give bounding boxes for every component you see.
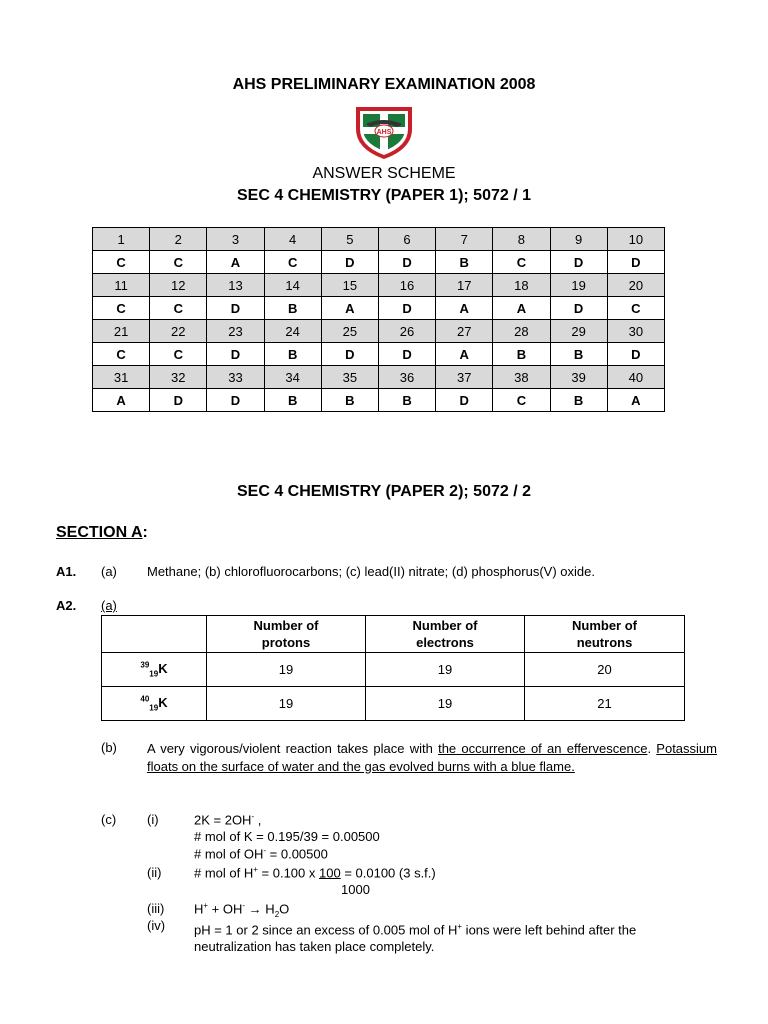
- exam-title: AHS PRELIMINARY EXAMINATION 2008: [232, 76, 536, 93]
- mcq-question-number: 28: [493, 320, 550, 343]
- header-neutrons: Number of neutrons: [525, 616, 685, 653]
- c-iv-answer: pH = 1 or 2 since an excess of 0.005 mol of H+ ions were left behind after the neutralization has taken place completely.: [194, 922, 637, 955]
- mcq-question-number: 31: [93, 366, 150, 389]
- school-crest-logo: [352, 103, 416, 161]
- mcq-answer: D: [436, 389, 493, 412]
- mcq-answer: C: [493, 251, 550, 274]
- mcq-question-number: 6: [378, 228, 435, 251]
- isotope-k40-label: $^{40}_{19}$K: [102, 687, 207, 721]
- mcq-question-number: 24: [264, 320, 321, 343]
- k40-neutrons: 21: [525, 687, 685, 721]
- mcq-question-number: 11: [93, 274, 150, 297]
- mcq-question-number: 10: [607, 228, 664, 251]
- c-ii-line: # mol of H+ = 0.100 x 100 = 0.0100 (3 s.f.): [194, 865, 436, 881]
- mcq-question-number: 20: [607, 274, 664, 297]
- mcq-answer: A: [607, 389, 664, 412]
- question-a1-label: A1.: [56, 564, 77, 579]
- mcq-answer-row: [93, 251, 665, 274]
- mcq-number-row: [93, 366, 665, 389]
- mcq-answer: B: [264, 343, 321, 366]
- a2-part-c: (c): [101, 812, 117, 827]
- a1-part-a: (a): [101, 564, 117, 579]
- mcq-question-number: 34: [264, 366, 321, 389]
- mcq-answer: D: [607, 251, 664, 274]
- c-iii-label: (iii): [147, 901, 165, 916]
- mcq-answer: C: [264, 251, 321, 274]
- mcq-question-number: 14: [264, 274, 321, 297]
- mcq-answer: A: [321, 297, 378, 320]
- mcq-question-number: 21: [93, 320, 150, 343]
- k40-electrons: 19: [366, 687, 525, 721]
- isotope-k39-label: $^{39}_{19}$K: [102, 653, 207, 687]
- mcq-answer: C: [93, 251, 150, 274]
- mcq-answer: D: [207, 389, 264, 412]
- mcq-question-number: 19: [550, 274, 607, 297]
- mcq-answer: A: [207, 251, 264, 274]
- header-protons: Number of protons: [207, 616, 366, 653]
- mcq-answer: D: [550, 251, 607, 274]
- c-ii-label: (ii): [147, 865, 162, 880]
- c-iii-equation: $H^+ + OH^- \to H_2O$: [194, 901, 290, 919]
- mcq-answer: B: [264, 297, 321, 320]
- mcq-answer: C: [150, 297, 207, 320]
- mcq-question-number: 36: [378, 366, 435, 389]
- mcq-question-number: 8: [493, 228, 550, 251]
- c-i-line3: # mol of OH- = 0.00500: [194, 846, 328, 862]
- a2-part-a: (a): [101, 598, 117, 613]
- mcq-answer: C: [93, 297, 150, 320]
- section-a-heading: SECTION A:: [56, 524, 148, 541]
- mcq-answer: C: [150, 343, 207, 366]
- mcq-answer: A: [493, 297, 550, 320]
- mcq-question-number: 2: [150, 228, 207, 251]
- mcq-answer: C: [150, 251, 207, 274]
- header-electrons: Number of electrons: [366, 616, 525, 653]
- mcq-question-number: 30: [607, 320, 664, 343]
- mcq-answer: A: [93, 389, 150, 412]
- mcq-question-number: 13: [207, 274, 264, 297]
- mcq-question-number: 5: [321, 228, 378, 251]
- mcq-answer-row: [93, 297, 665, 320]
- mcq-question-number: 40: [607, 366, 664, 389]
- mcq-number-row: [93, 228, 665, 251]
- isotope-header-blank: [102, 616, 207, 653]
- a2-b-answer: A very vigorous/violent reaction takes place with the occurrence of an effervescence. Potassium floats on the surface of water and the gas evolved burns with a blue flame.: [147, 741, 717, 774]
- mcq-question-number: 15: [321, 274, 378, 297]
- isotope-table: [101, 615, 685, 721]
- mcq-number-row: [93, 320, 665, 343]
- mcq-answer: C: [493, 389, 550, 412]
- k39-protons: 19: [207, 653, 366, 687]
- mcq-answer: A: [436, 343, 493, 366]
- mcq-question-number: 18: [493, 274, 550, 297]
- mcq-question-number: 35: [321, 366, 378, 389]
- mcq-question-number: 23: [207, 320, 264, 343]
- question-a2-label: A2.: [56, 598, 77, 613]
- k39-neutrons: 20: [525, 653, 685, 687]
- a1-answer-text: Methane; (b) chlorofluorocarbons; (c) lead(II) nitrate; (d) phosphorus(V) oxide.: [147, 564, 595, 579]
- mcq-question-number: 37: [436, 366, 493, 389]
- mcq-answer: D: [150, 389, 207, 412]
- mcq-answer: D: [321, 343, 378, 366]
- mcq-answer: B: [436, 251, 493, 274]
- paper2-title: SEC 4 CHEMISTRY (PAPER 2); 5072 / 2: [236, 483, 531, 500]
- paper1-title: SEC 4 CHEMISTRY (PAPER 1); 5072 / 1: [236, 187, 531, 204]
- mcq-question-number: 22: [150, 320, 207, 343]
- mcq-question-number: 17: [436, 274, 493, 297]
- logo-text: AHS: [376, 129, 392, 136]
- mcq-answer: B: [378, 389, 435, 412]
- mcq-question-number: 27: [436, 320, 493, 343]
- mcq-answer: D: [321, 251, 378, 274]
- c-i-line1: 2K = 2OH- ,: [194, 812, 262, 828]
- mcq-number-row: [93, 274, 665, 297]
- mcq-question-number: 32: [150, 366, 207, 389]
- a2-part-b: (b): [101, 740, 117, 755]
- mcq-question-number: 1: [93, 228, 150, 251]
- mcq-answer: D: [607, 343, 664, 366]
- mcq-question-number: 26: [378, 320, 435, 343]
- mcq-question-number: 7: [436, 228, 493, 251]
- mcq-answer-row: [93, 389, 665, 412]
- answer-scheme-heading: ANSWER SCHEME: [312, 165, 456, 182]
- mcq-answer: D: [207, 343, 264, 366]
- mcq-answer: D: [207, 297, 264, 320]
- c-i-label: (i): [147, 812, 159, 827]
- mcq-answer: A: [436, 297, 493, 320]
- c-i-line2: # mol of K = 0.195/39 = 0.00500: [194, 829, 380, 844]
- mcq-answer: D: [378, 251, 435, 274]
- mcq-answer: B: [264, 389, 321, 412]
- mcq-answer: D: [550, 297, 607, 320]
- mcq-answer-row: [93, 343, 665, 366]
- mcq-question-number: 16: [378, 274, 435, 297]
- mcq-answer: B: [550, 343, 607, 366]
- c-iv-label: (iv): [147, 918, 166, 933]
- mcq-question-number: 38: [493, 366, 550, 389]
- mcq-question-number: 33: [207, 366, 264, 389]
- mcq-answer: D: [378, 343, 435, 366]
- mcq-question-number: 25: [321, 320, 378, 343]
- mcq-question-number: 29: [550, 320, 607, 343]
- mcq-answer: B: [550, 389, 607, 412]
- mcq-question-number: 9: [550, 228, 607, 251]
- mcq-answer: C: [607, 297, 664, 320]
- mcq-answer: B: [321, 389, 378, 412]
- mcq-answer: B: [493, 343, 550, 366]
- mcq-question-number: 12: [150, 274, 207, 297]
- mcq-question-number: 4: [264, 228, 321, 251]
- mcq-question-number: 3: [207, 228, 264, 251]
- mcq-answer: D: [378, 297, 435, 320]
- k40-protons: 19: [207, 687, 366, 721]
- mcq-answer: C: [93, 343, 150, 366]
- mcq-answer-table: [92, 227, 665, 412]
- mcq-question-number: 39: [550, 366, 607, 389]
- c-ii-denominator: 1000: [341, 882, 370, 897]
- k39-electrons: 19: [366, 653, 525, 687]
